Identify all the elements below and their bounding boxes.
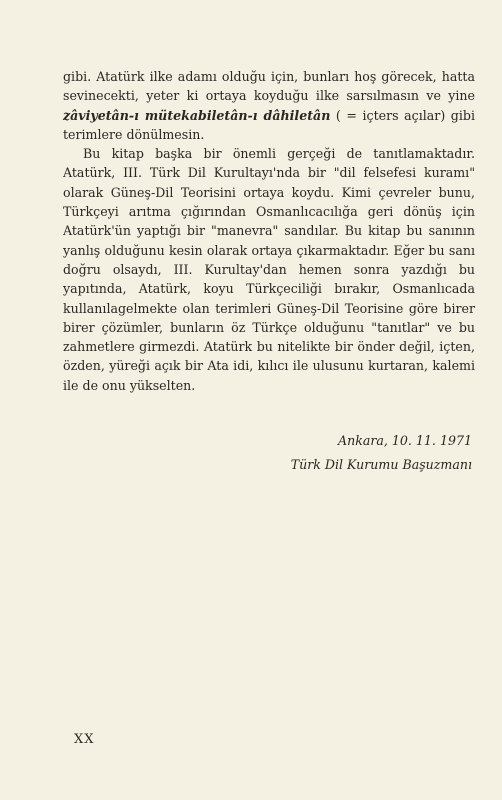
page-number: XX: [74, 732, 95, 747]
body-text: [63, 67, 475, 395]
paragraph-1-run-1: gibi. Atatürk ilke adamı olduğu için, bunları hoş görecek, hatta sevinecekti, yeter ki ortaya koyduğu ilke sarsılmasın ve yine: [63, 69, 475, 104]
paragraph-2: [63, 144, 475, 395]
signature-place-date: Ankara, 10. 11. 1971: [338, 433, 472, 448]
paragraph-2-run-1: Bu kitap başka bir önemli gerçeği de tanıtlamaktadır. Atatürk, III. Türk Dil Kurultayı'nda bir "dil felsefesi kuramı" olarak Güneş-Dil Teorisini ortaya koydu. Kimi çevreler bunu, Türkçeyi arıtma çığırından Osmanlıcacılığa geri dönüş için Atatürk'ün yaptığı bir "manevra" sandılar. Bu kitap bu sanının yanlış olduğunu kesin olarak ortaya çıkarmaktadır. Eğer bu sanı doğru olsaydı, III. Kurultay'dan hemen sonra yazdığı bu yapıtında, Atatürk, koyu Türkçeciliği bırakır, Osmanlıcada kullanılagelmekte olan terimleri Güneş-Dil Teorisine göre birer birer çözümler, bunların öz Türkçe olduğunu "tanıtlar" ve bu zahmetlere girmezdi. Atatürk bu nitelikte bir önder değil, içten, özden, yüreği açık bir Ata idi, kılıcı ile ulusunu kurtaran, kalemi ile de onu yükselten.: [63, 146, 475, 393]
paragraph-1: [63, 67, 475, 144]
paragraph-1-run-3: ( = içters açılar) gibi terimlere dönülmesin.: [63, 107, 475, 142]
signature-title: Türk Dil Kurumu Başuzmanı: [290, 457, 472, 472]
paragraph-1-ottoman-term: zâviyetân-ı mütekabiletân-ı dâhiletân: [63, 107, 331, 123]
